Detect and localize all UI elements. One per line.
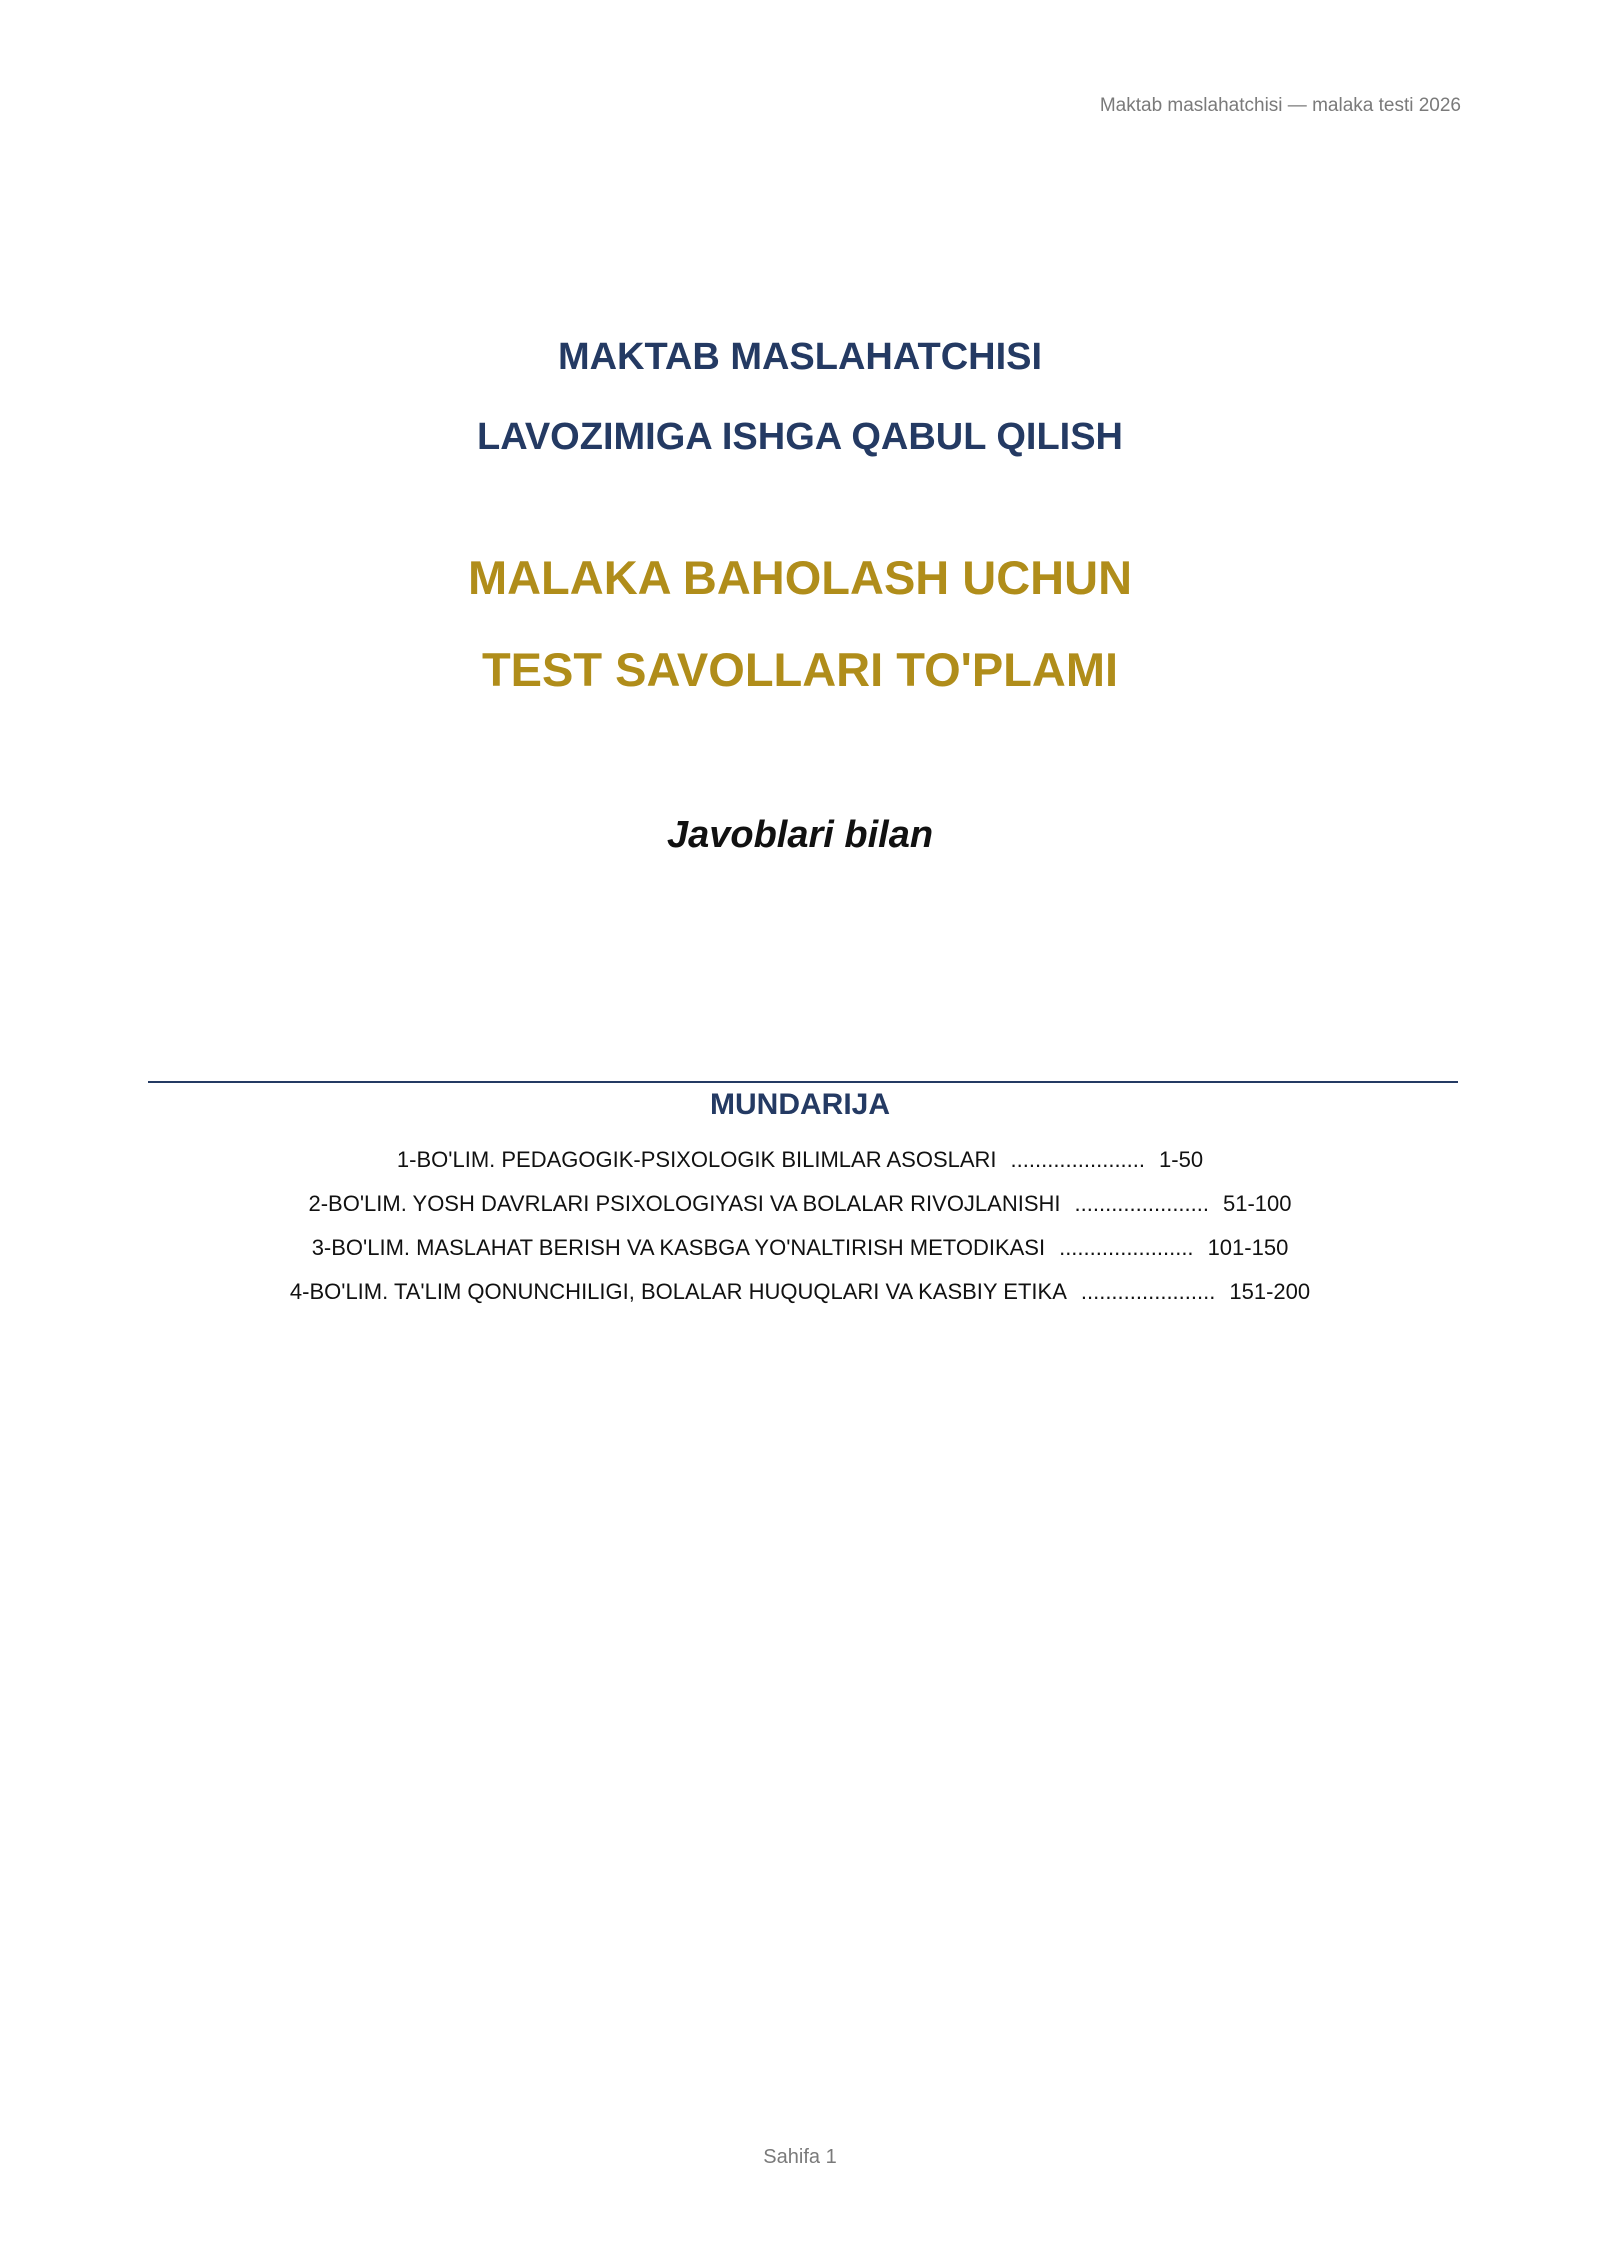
toc-entry-leader: ...................... xyxy=(1074,1191,1209,1216)
toc-entry-leader: ...................... xyxy=(1059,1235,1194,1260)
title-line-2: LAVOZIMIGA ISHGA QABUL QILISH xyxy=(477,416,1123,458)
table-of-contents xyxy=(0,1138,1600,1314)
toc-entry-title: 3-BO'LIM. MASLAHAT BERISH VA KASBGA YO'NALTIRISH METODIKASI xyxy=(311,1235,1046,1260)
title-line-3: MALAKA BAHOLASH UCHUN xyxy=(467,551,1133,604)
title-line-1: MAKTAB MASLAHATCHISI xyxy=(557,336,1043,378)
toc-entry[interactable] xyxy=(0,1270,1600,1314)
page-number: Sahifa 1 xyxy=(763,2146,837,2168)
toc-divider xyxy=(148,1081,1458,1083)
toc-entry[interactable] xyxy=(0,1138,1600,1182)
toc-heading: MUNDARIJA xyxy=(710,1088,890,1121)
toc-entry[interactable] xyxy=(0,1226,1600,1270)
toc-entry-leader: ...................... xyxy=(1010,1147,1146,1172)
subtitle: Javoblari bilan xyxy=(666,814,934,856)
toc-entry-range: 1-50 xyxy=(1159,1147,1204,1172)
toc-entry-range: 51-100 xyxy=(1223,1191,1292,1216)
toc-entry-title: 4-BO'LIM. TA'LIM QONUNCHILIGI, BOLALAR HUQUQLARI VA KASBIY ETIKA xyxy=(289,1279,1067,1304)
toc-entry-range: 151-200 xyxy=(1229,1279,1311,1304)
toc-entry-leader: ...................... xyxy=(1080,1279,1216,1304)
title-line-4: TEST SAVOLLARI TO'PLAMI xyxy=(481,643,1119,696)
running-header: Maktab maslahatchisi — malaka testi 2026 xyxy=(1099,95,1461,116)
toc-entry-title: 1-BO'LIM. PEDAGOGIK-PSIXOLOGIK BILIMLAR ASOSLARI xyxy=(396,1147,997,1172)
toc-entry-range: 101-150 xyxy=(1207,1235,1289,1260)
toc-entry-title: 2-BO'LIM. YOSH DAVRLARI PSIXOLOGIYASI VA BOLALAR RIVOJLANISHI xyxy=(308,1191,1061,1216)
toc-entry[interactable] xyxy=(0,1182,1600,1226)
